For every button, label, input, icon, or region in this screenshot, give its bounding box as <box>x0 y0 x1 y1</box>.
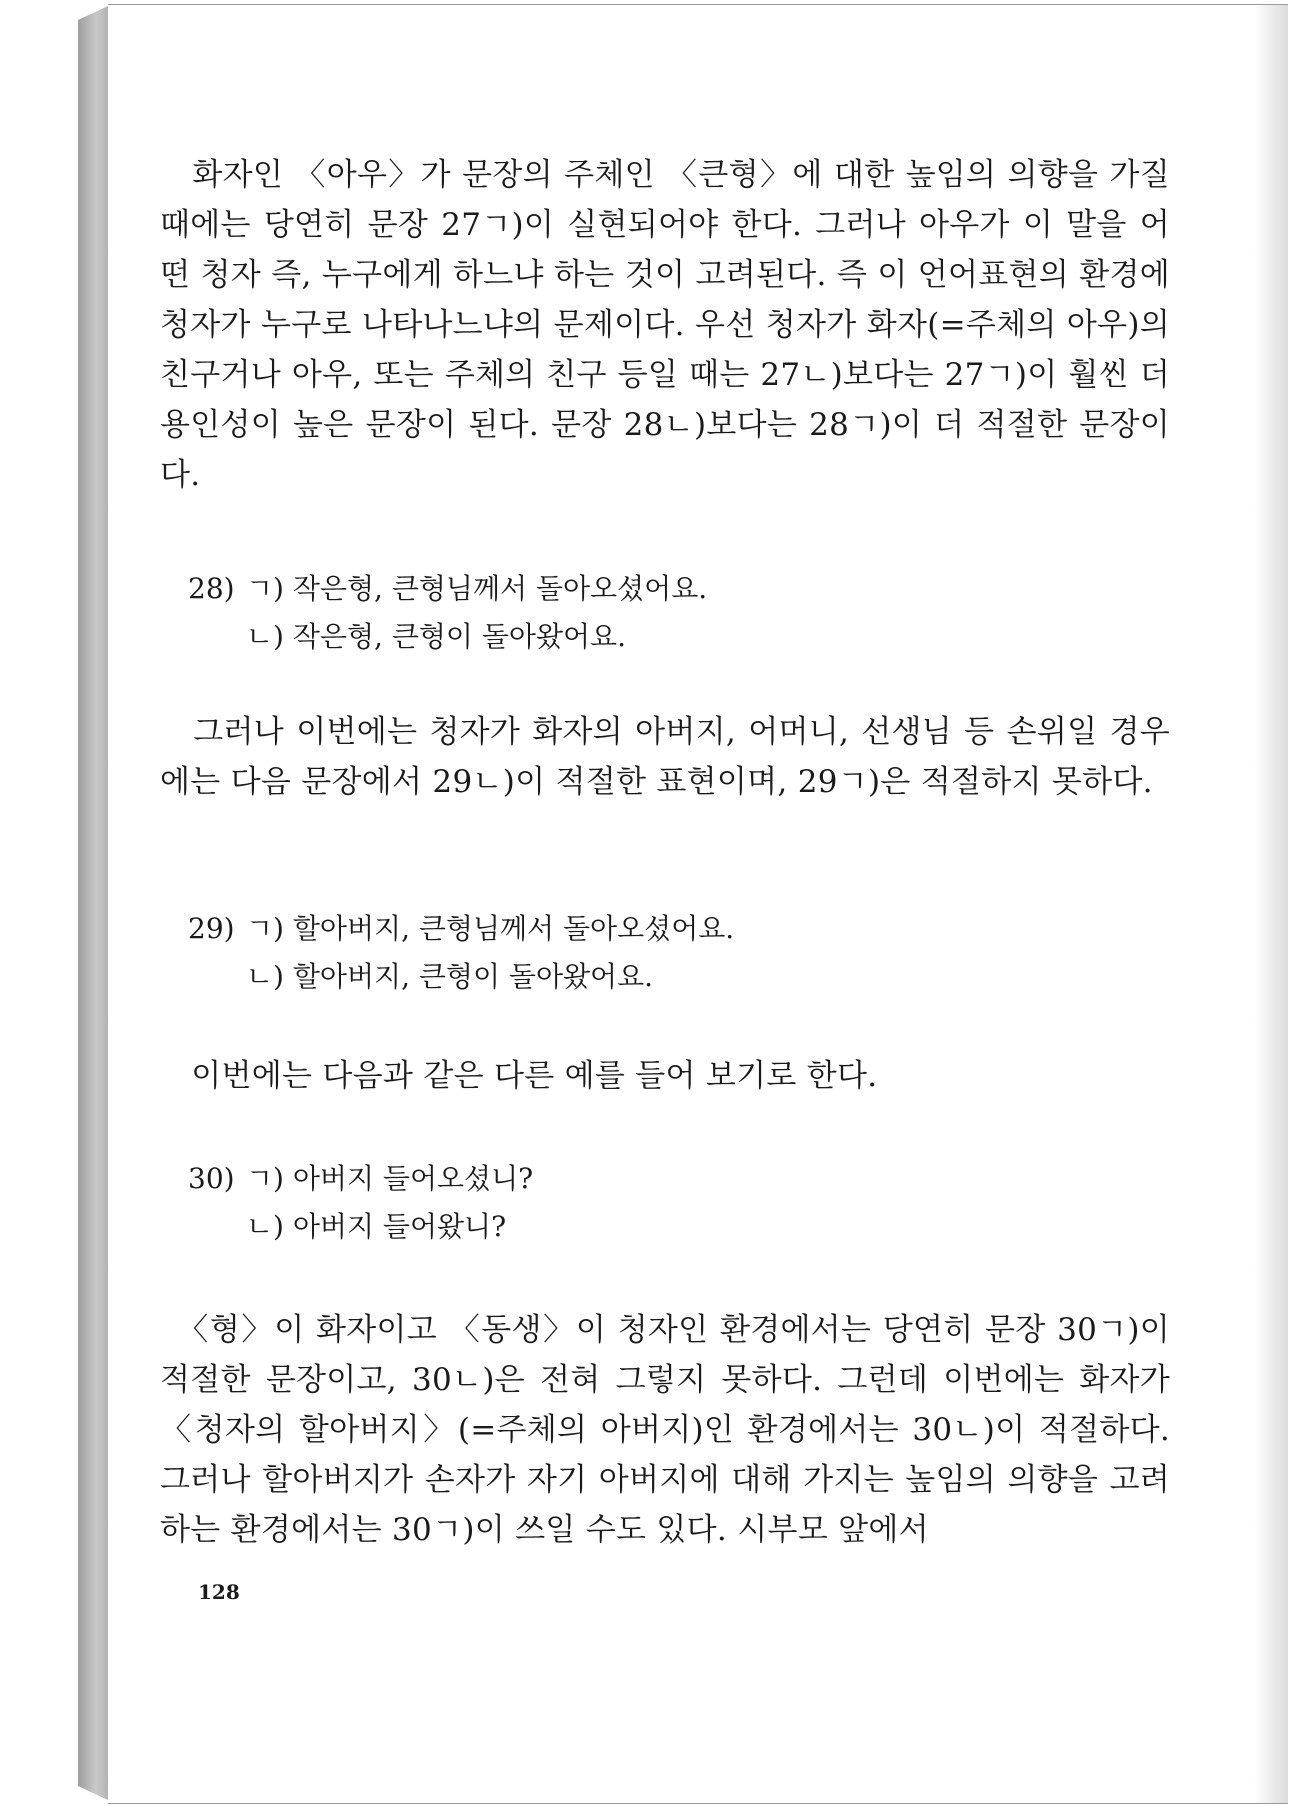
page-number: 128 <box>198 1580 240 1604</box>
example-30-number: 30) <box>188 1162 235 1195</box>
example-30-a: ㄱ) 아버지 들어오셨니? <box>246 1162 534 1195</box>
example-28-a: ㄱ) 작은형, 큰형님께서 돌아오셨어요. <box>246 572 708 605</box>
example-28 <box>188 565 707 661</box>
example-29-a: ㄱ) 할아버지, 큰형님께서 돌아오셨어요. <box>246 912 735 945</box>
example-28-b: ㄴ) 작은형, 큰형이 돌아왔어요. <box>246 620 627 653</box>
example-28-line-b <box>188 613 707 661</box>
example-30 <box>188 1155 533 1251</box>
example-29-number: 29) <box>188 912 235 945</box>
paragraph-4 <box>160 1305 1170 1555</box>
example-29-line-b <box>188 953 734 1001</box>
paragraph-3 <box>160 1051 1170 1101</box>
example-29-b: ㄴ) 할아버지, 큰형이 돌아왔어요. <box>246 960 654 993</box>
example-30-line-b <box>188 1203 533 1251</box>
example-29-line-a <box>188 905 734 953</box>
paragraph-2-text: 그러나 이번에는 청자가 화자의 아버지, 어머니, 선생님 등 손위일 경우에는 다음 문장에서 29ㄴ)이 적절한 표현이며, 29ㄱ)은 적절하지 못하다. <box>160 714 1170 800</box>
paragraph-4-text: 〈형〉이 화자이고 〈동생〉이 청자인 환경에서는 당연히 문장 30ㄱ)이 적절한 문장이고, 30ㄴ)은 전혀 그렇지 못하다. 그런데 이번에는 화자가 〈청자의 할아버지〉(=주체의 아버지)인 환경에서는 30ㄴ)이 적절하다. 그러나 할아버지가 손자가 자기 아버지에 대해 가지는 높임의 의향을 고려하는 환경에서는 30ㄱ)이 쓰일 수도 있다. 시부모 앞에서 <box>160 1312 1170 1548</box>
page-edge-shadow <box>1254 5 1288 1803</box>
paragraph-1-text: 화자인 〈아우〉가 문장의 주체인 〈큰형〉에 대한 높임의 의향을 가질 때에는 당연히 문장 27ㄱ)이 실현되어야 한다. 그러나 아우가 이 말을 어떤 청자 즉, 누구에게 하느냐 하는 것이 고려된다. 즉 이 언어표현의 환경에 청자가 누구로 나타나느냐의 문제이다. 우선 청자가 화자(=주체의 아우)의 친구거나 아우, 또는 주체의 친구 등일 때는 27ㄴ)보다는 27ㄱ)이 훨씬 더 용인성이 높은 문장이 된다. 문장 28ㄴ)보다는 28ㄱ)이 더 적절한 문장이다. <box>160 157 1170 493</box>
example-30-b: ㄴ) 아버지 들어왔니? <box>246 1210 507 1243</box>
book-spine <box>78 6 108 1800</box>
paragraph-3-text: 이번에는 다음과 같은 다른 예를 들어 보기로 한다. <box>160 1058 878 1094</box>
example-29 <box>188 905 734 1001</box>
example-30-line-a <box>188 1155 533 1203</box>
paragraph-2 <box>160 707 1170 807</box>
paragraph-1 <box>160 150 1170 500</box>
example-28-line-a <box>188 565 707 613</box>
example-28-number: 28) <box>188 572 235 605</box>
